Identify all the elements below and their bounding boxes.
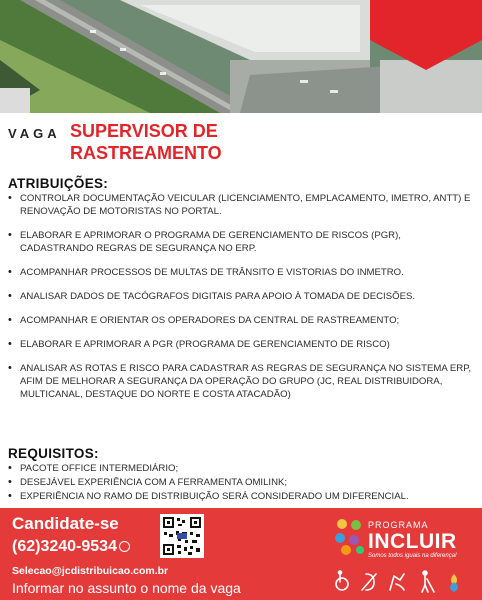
list-item: • DESEJÁVEL EXPERIÊNCIA COM A FERRAMENTA OMILINK; [8, 476, 474, 489]
subject-instruction: Informar no assunto o nome da vaga [12, 580, 241, 596]
incluir-slogan: Somos todos iguais na diferença! [368, 553, 457, 559]
list-item: • ACOMPANHAR E ORIENTAR OS OPERADORES DA CENTRAL DE RASTREAMENTO; [8, 314, 474, 327]
list-item: • ELABORAR E APRIMORAR A PGR (PROGRAMA DE GERENCIAMENTO DE RISCO) [8, 338, 474, 351]
qr-code[interactable] [160, 514, 204, 558]
requisitos-list [8, 462, 474, 504]
list-item: • ANALISAR AS ROTAS E RISCO PARA CADASTRAR AS REGRAS DE SEGURANÇA NO SISTEMA ERP, AFIM DE MELHORAR A SEGURANÇA DA OPERAÇÃO DO GRUPO (JC, REAL DISTRIBUIDORA, MULTICANAL, DESTAQUE DO NORTE E COSTA ATACADÃO) [8, 362, 474, 401]
header-photo [0, 0, 482, 113]
email-link[interactable]: Selecao@jcdistribuicao.com.br [12, 565, 169, 577]
whatsapp-icon [119, 541, 130, 552]
incluir-label: INCLUIR [368, 530, 457, 553]
phone-text[interactable]: (62)3240-9534 [12, 538, 117, 555]
list-item: • ELABORAR E APRIMORAR O PROGRAMA DE GERENCIAMENTO DE RISCOS (PGR), CADASTRANDO REGRAS DE SEGURANÇA NO ERP. [8, 229, 474, 255]
footer-banner [0, 508, 482, 600]
programa-incluir-logo-icon [332, 516, 368, 558]
atribuicoes-list [8, 192, 474, 412]
requisitos-heading: REQUISITOS: [8, 446, 99, 461]
list-item: • PACOTE OFFICE INTERMEDIÁRIO; [8, 462, 474, 475]
list-item: • ANALISAR DADOS DE TACÓGRAFOS DIGITAIS PARA APOIO À TOMADA DE DECISÕES. [8, 290, 474, 303]
list-item: • EXPERIÊNCIA NO RAMO DE DISTRIBUIÇÃO SERÁ CONSIDERADO UM DIFERENCIAL. [8, 490, 474, 503]
vaga-label: VAGA [8, 126, 61, 141]
job-title: SUPERVISOR DE RASTREAMENTO [70, 121, 222, 163]
candidate-heading: Candidate-se [12, 514, 119, 533]
atribuicoes-heading: ATRIBUIÇÕES: [8, 176, 109, 191]
list-item: • ACOMPANHAR PROCESSOS DE MULTAS DE TRÂNSITO E VISTORIAS DO INMETRO. [8, 266, 474, 279]
phone-number[interactable] [12, 538, 130, 556]
programa-label: PROGRAMA [368, 520, 429, 530]
red-corner-shape [370, 0, 482, 70]
accessibility-icons [330, 570, 480, 594]
list-item: • CONTROLAR DOCUMENTAÇÃO VEICULAR (LICENCIAMENTO, EMPLACAMENTO, IMETRO, ANTT) E RENOVAÇÃO DE MOTORISTAS NO PORTAL. [8, 192, 474, 218]
